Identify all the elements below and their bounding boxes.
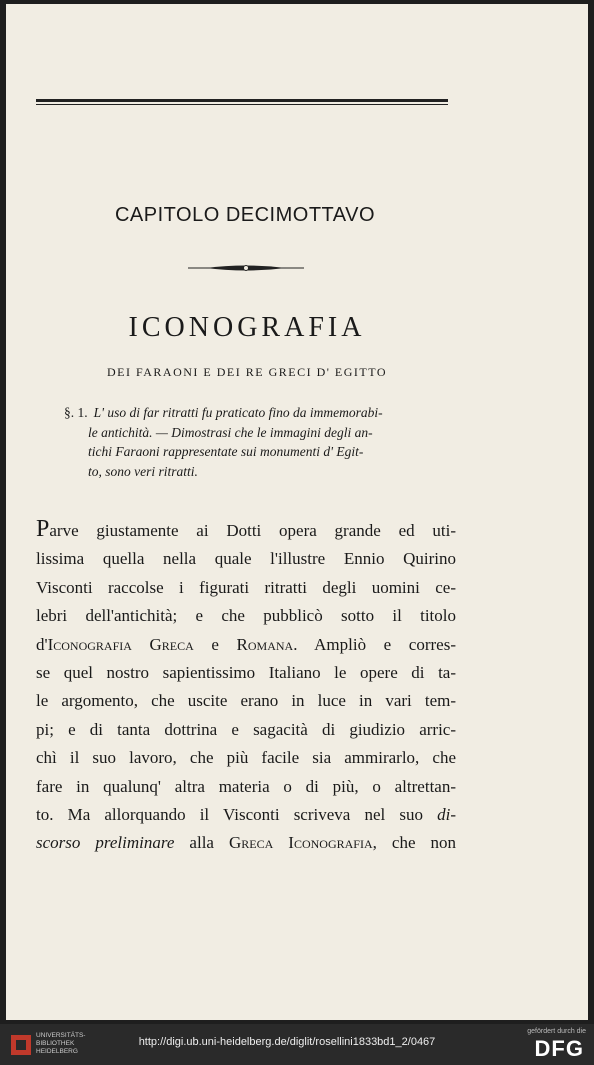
summary-line: to, sono veri ritratti.	[88, 463, 198, 479]
text-line: Visconti raccolse i figurati ritratti degli uomini ce-	[36, 577, 456, 597]
viewer-footer	[0, 1024, 594, 1065]
page-subtitle: DEI FARAONI E DEI RE GRECI D' EGITTO	[106, 365, 388, 379]
text-line: se quel nostro sapientissimo Italiano le opere di ta-	[36, 663, 456, 683]
chapter-heading: CAPITOLO DECIMOTTAVO	[114, 204, 376, 226]
dfg-logo: DFG	[534, 1036, 584, 1061]
text-line: Parve giustamente ai Dotti opera grande ed uti-	[36, 516, 456, 542]
text-line: chì il suo lavoro, che più facile sia ammirarlo, che	[36, 748, 456, 768]
text-line: to. Ma allorquando il Visconti scriveva nel suo di-	[36, 805, 456, 825]
summary-line: le antichità. — Dimostrasi che le immagini degli an-	[88, 424, 373, 440]
text-line: scorso preliminare alla Greca Iconografia, che non	[36, 833, 457, 853]
page-title: ICONOGRAFIA	[128, 312, 366, 343]
body-text	[36, 515, 456, 858]
text-line: d'Iconografia Greca e Romana. Ampliò e corres-	[36, 634, 456, 654]
library-name: UNIVERSITÄTS- BIBLIOTHEK HEIDELBERG	[36, 1032, 86, 1055]
text-line: fare in qualunq' altra materia o di più, o altrettan-	[36, 776, 456, 796]
summary-line: §. 1. L' uso di far ritratti fu praticato fino da immemorabi-	[64, 405, 383, 420]
source-url-link[interactable]: http://digi.ub.uni-heidelberg.de/diglit/rosellini1833bd1_2/0467	[138, 1036, 436, 1048]
funding-note: gefördert durch die	[527, 1028, 586, 1035]
summary-line: tichi Faraoni rappresentate sui monumenti d' Egit-	[88, 444, 364, 459]
section-number: §. 1.	[64, 405, 88, 420]
section-summary	[64, 403, 434, 481]
text-line: lissima quella nella quale l'illustre Ennio Quirino	[36, 549, 456, 569]
text-line: lebri dell'antichità; e che pubblicò sotto il titolo	[36, 606, 456, 626]
header-rule	[36, 99, 448, 105]
text-line: le argomento, che uscite erano in luce in vari tem-	[36, 691, 456, 711]
text-line: pi; e di tanta dottrina e sagacità di giudizio arric-	[36, 719, 456, 739]
book-page	[6, 4, 588, 1020]
ornament-divider	[186, 262, 306, 274]
drop-cap: P	[36, 516, 50, 542]
